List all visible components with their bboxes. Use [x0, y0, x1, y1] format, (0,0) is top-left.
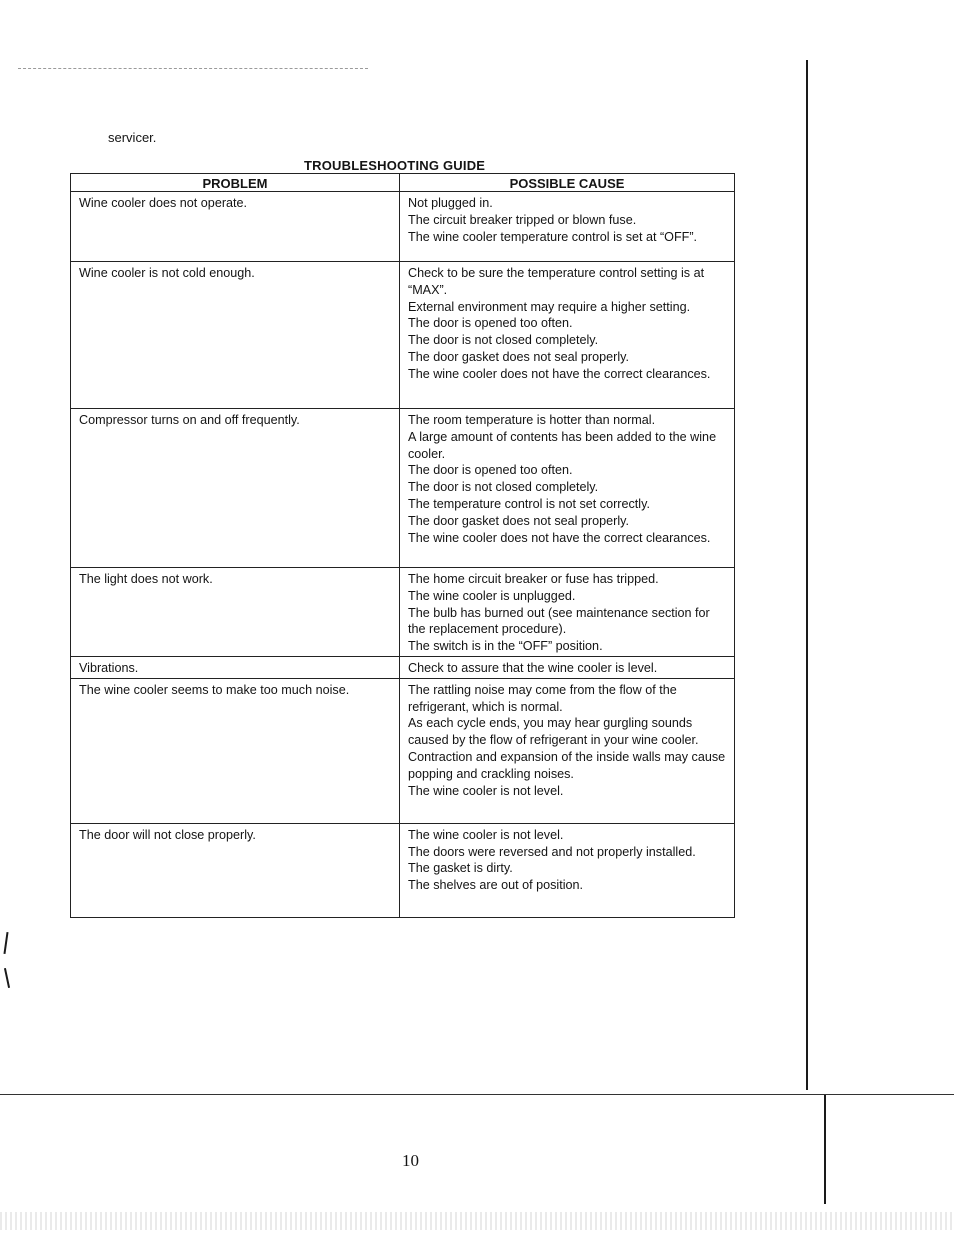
- scan-artifact-mark: [3, 932, 8, 954]
- problem-cell: Vibrations.: [71, 656, 400, 678]
- cause-item: As each cycle ends, you may hear gurgling sounds caused by the flow of refrigerant in your wine cooler.: [408, 716, 699, 748]
- cause-item: The wine cooler is unplugged.: [408, 588, 576, 603]
- cause-item: The rattling noise may come from the flow of the refrigerant, which is normal.: [408, 682, 677, 714]
- possible-cause-cell: [400, 262, 735, 409]
- table-row: [71, 568, 735, 657]
- table-body: [71, 192, 735, 918]
- cause-item: The door gasket does not seal properly.: [408, 513, 629, 528]
- cause-item: The wine cooler does not have the correct clearances.: [408, 366, 711, 381]
- table-row: [71, 678, 735, 823]
- problem-cell: Wine cooler is not cold enough.: [71, 262, 400, 409]
- cause-item: The door gasket does not seal properly.: [408, 349, 629, 364]
- problem-cell: The light does not work.: [71, 568, 400, 657]
- cause-item: The circuit breaker tripped or blown fuse.: [408, 212, 637, 227]
- cause-item: The door is opened too often.: [408, 316, 573, 331]
- cause-item: The door is opened too often.: [408, 463, 573, 478]
- scan-artifact-mark: [4, 968, 10, 988]
- column-header-possible-cause: POSSIBLE CAUSE: [400, 174, 735, 192]
- cause-item: The bulb has burned out (see maintenance section for the replacement procedure).: [408, 605, 710, 637]
- table-header-row: [71, 174, 735, 192]
- cause-item: The wine cooler does not have the correct clearances.: [408, 530, 711, 545]
- table-row: [71, 409, 735, 568]
- possible-cause-cell: [400, 656, 735, 678]
- possible-cause-cell: [400, 568, 735, 657]
- problem-cell: The wine cooler seems to make too much noise.: [71, 678, 400, 823]
- cause-item: The wine cooler is not level.: [408, 827, 564, 842]
- problem-cell: Wine cooler does not operate.: [71, 192, 400, 262]
- cause-item: The gasket is dirty.: [408, 861, 513, 876]
- table-row: [71, 656, 735, 678]
- cause-item: The wine cooler temperature control is set at “OFF”.: [408, 229, 698, 244]
- scan-artifact-top: [18, 68, 368, 69]
- table-row: [71, 192, 735, 262]
- table-row: [71, 823, 735, 917]
- cause-item: The shelves are out of position.: [408, 878, 584, 893]
- scan-artifact-right-edge-lower: [824, 1094, 826, 1204]
- possible-cause-cell: [400, 678, 735, 823]
- cause-item: The door is not closed completely.: [408, 333, 599, 348]
- guide-title: TROUBLESHOOTING GUIDE: [304, 158, 486, 173]
- possible-cause-cell: [400, 409, 735, 568]
- cause-item: Check to assure that the wine cooler is level.: [408, 660, 658, 675]
- scan-artifact-fold-line: [0, 1094, 954, 1095]
- intro-text: servicer.: [108, 130, 157, 145]
- cause-item: The home circuit breaker or fuse has tripped.: [408, 572, 659, 586]
- cause-item: The doors were reversed and not properly installed.: [408, 844, 696, 859]
- table-row: [71, 262, 735, 409]
- troubleshooting-table: [70, 173, 735, 918]
- column-header-problem: PROBLEM: [71, 174, 400, 192]
- cause-item: Check to be sure the temperature control setting is at “MAX”.: [408, 266, 705, 297]
- cause-item: The temperature control is not set correctly.: [408, 496, 650, 511]
- page-number: 10: [402, 1151, 419, 1170]
- cause-item: External environment may require a higher setting.: [408, 299, 691, 314]
- cause-item: The switch is in the “OFF” position.: [408, 639, 603, 654]
- possible-cause-cell: [400, 192, 735, 262]
- cause-item: The door is not closed completely.: [408, 480, 599, 495]
- cause-item: A large amount of contents has been added to the wine cooler.: [408, 429, 717, 461]
- cause-item: The wine cooler is not level.: [408, 783, 564, 798]
- possible-cause-cell: [400, 823, 735, 917]
- scan-artifact-right-edge: [806, 60, 808, 1090]
- cause-item: Contraction and expansion of the inside walls may cause popping and crackling noises.: [408, 749, 726, 781]
- cause-item: The room temperature is hotter than normal.: [408, 413, 656, 427]
- scan-artifact-bottom-noise: [0, 1212, 954, 1230]
- problem-cell: Compressor turns on and off frequently.: [71, 409, 400, 568]
- cause-item: Not plugged in.: [408, 196, 493, 210]
- problem-cell: The door will not close properly.: [71, 823, 400, 917]
